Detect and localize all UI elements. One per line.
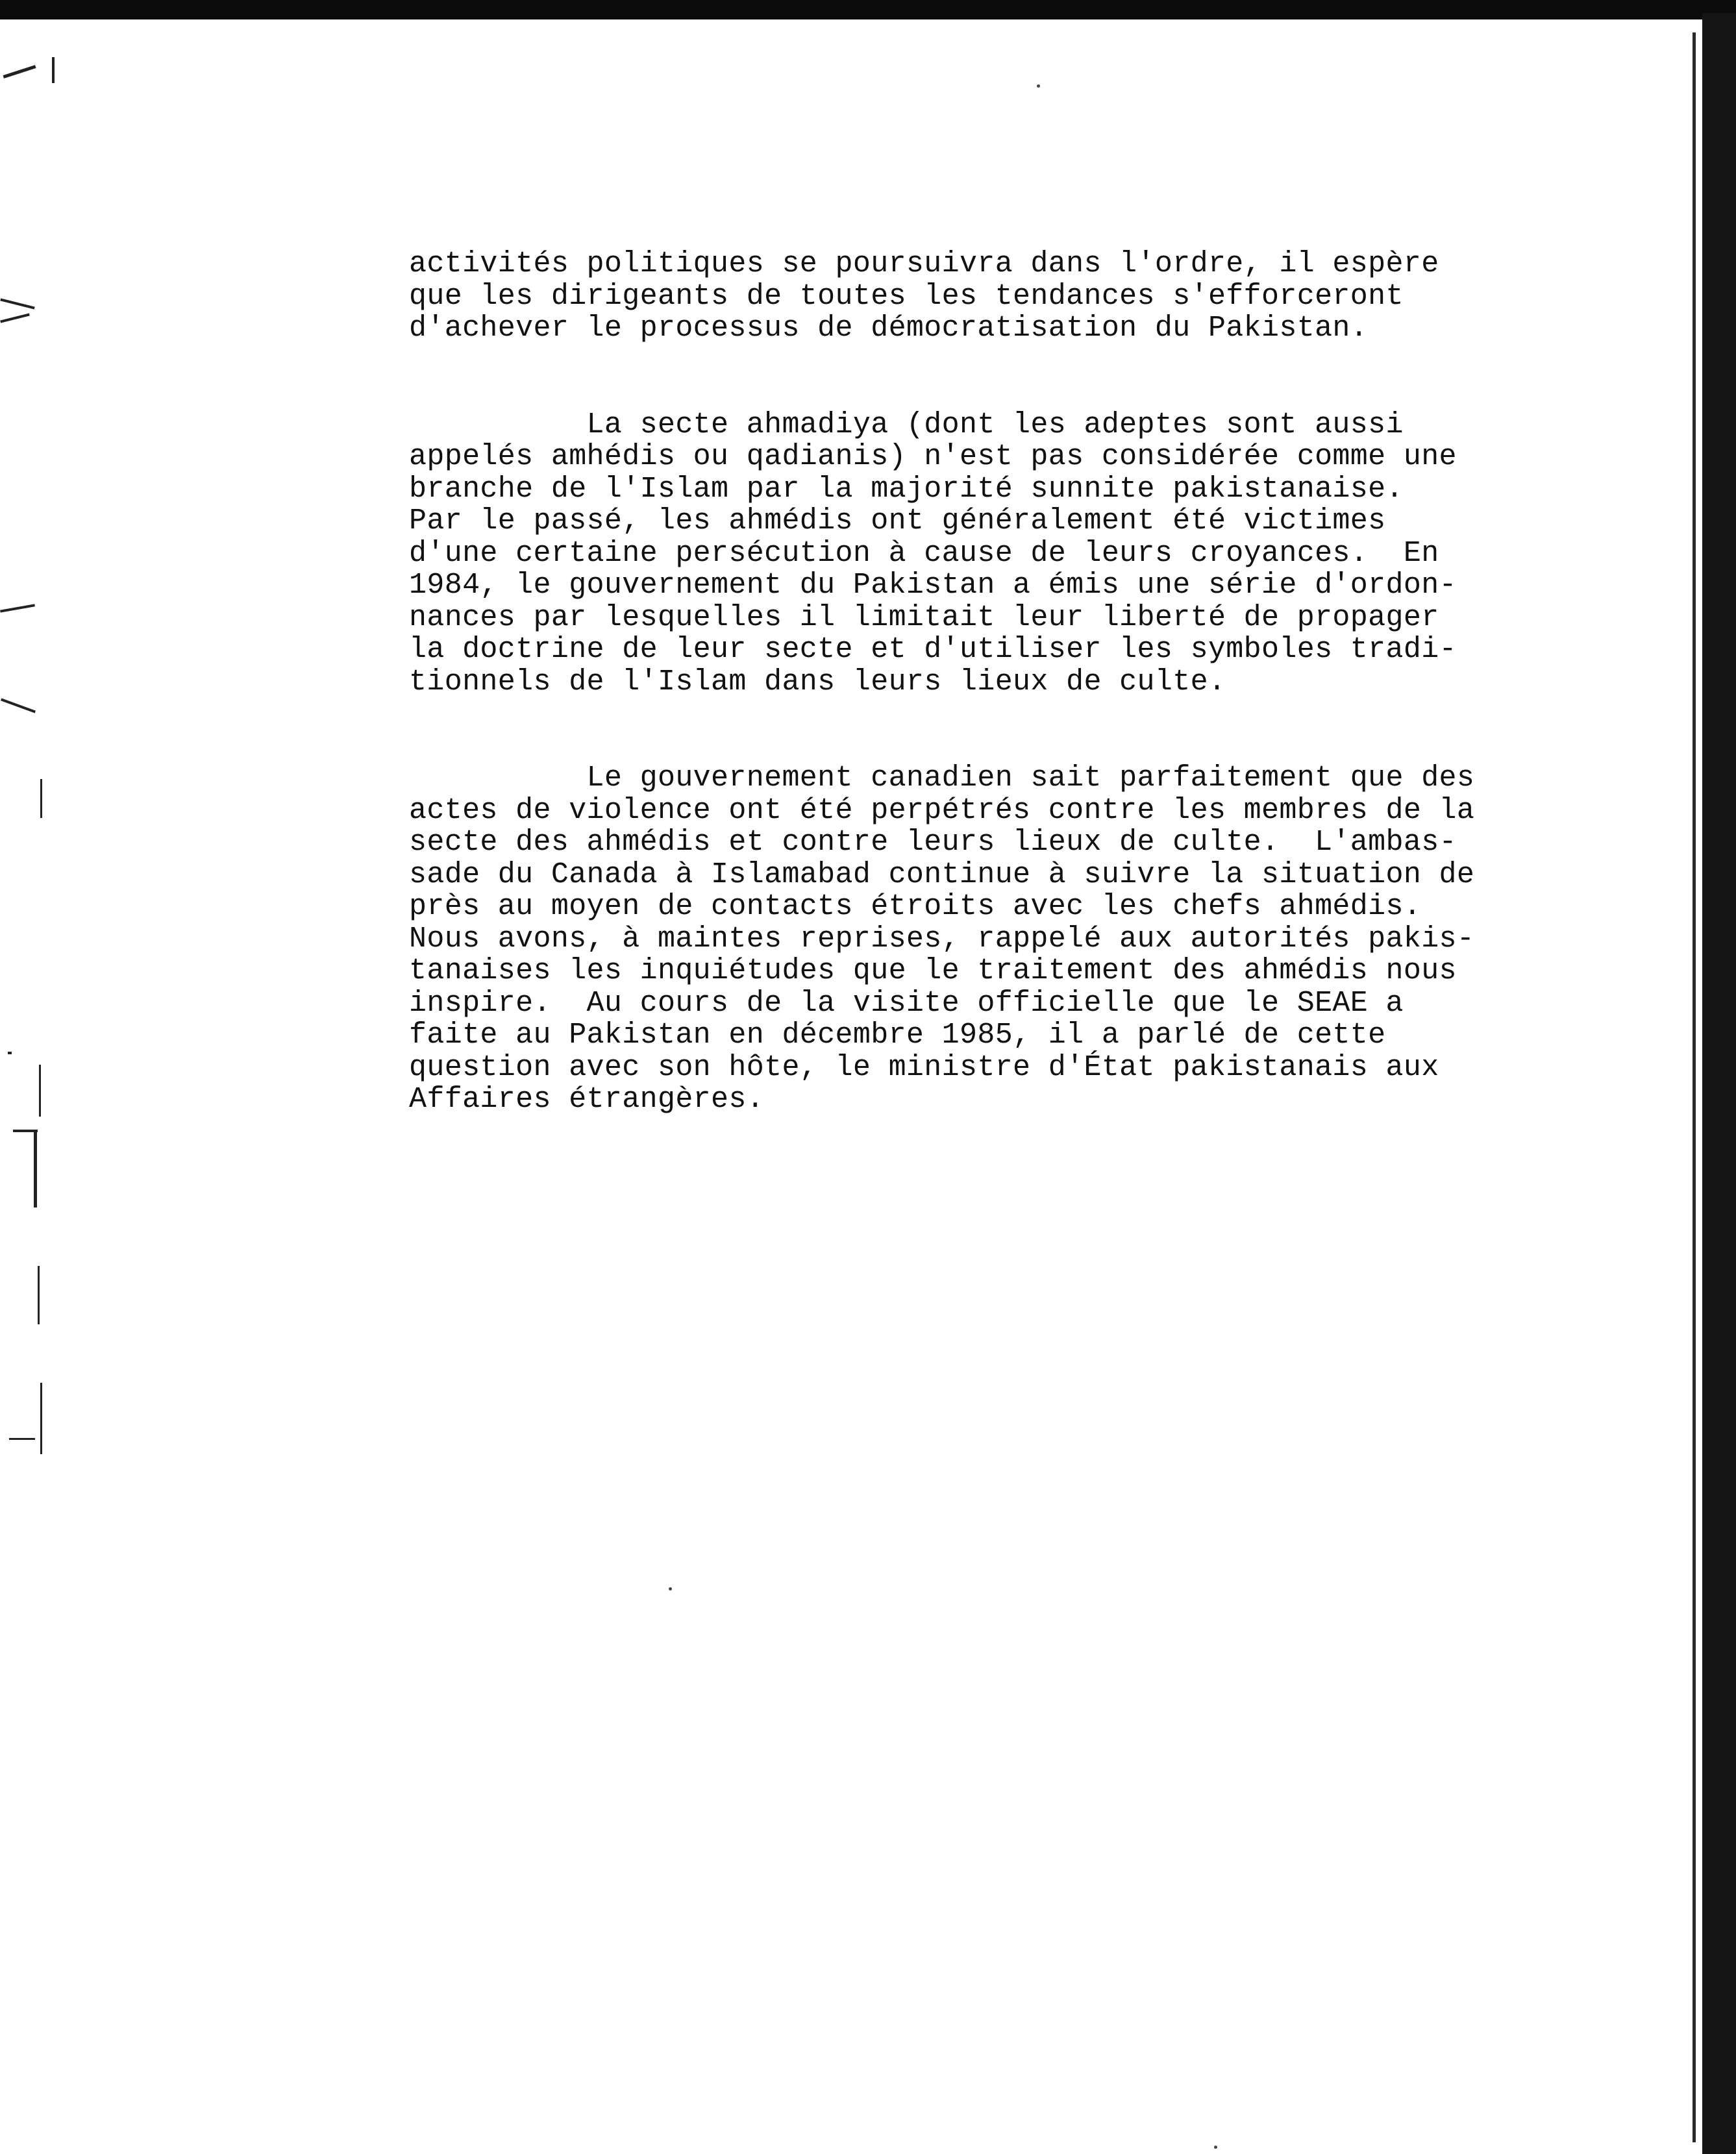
scan-top-border — [0, 0, 1736, 19]
text-line: appelés amhédis ou qadianis) n'est pas considérée comme une — [409, 440, 1457, 473]
text-line: Nous avons, à maintes reprises, rappelé aux autorités pakis- — [409, 922, 1475, 956]
text-line: nances par lesquelles il limitait leur liberté de propager — [409, 600, 1439, 634]
text-line: près au moyen de contacts étroits avec les chefs ahmédis. — [409, 890, 1422, 923]
text-line: faite au Pakistan en décembre 1985, il a parlé de cette — [409, 1019, 1386, 1052]
paragraph-secte-ahmadiya — [409, 409, 1571, 699]
text-line: tionnels de l'Islam dans leurs lieux de culte. — [409, 665, 1226, 699]
paragraph-gouvernement-canadien — [409, 762, 1571, 1116]
text-line: d'une certaine persécution à cause de leurs croyances. En — [409, 536, 1439, 570]
text-line: inspire. Au cours de la visite officielle que le SEAE a — [409, 986, 1404, 1020]
text-line: Par le passé, les ahmédis ont généralement été victimes — [409, 504, 1386, 538]
text-line: actes de violence ont été perpétrés contre les membres de la — [409, 793, 1475, 827]
scan-right-border — [1702, 13, 1736, 2154]
text-line: question avec son hôte, le ministre d'État pakistanais aux — [409, 1050, 1439, 1084]
text-line: Le gouvernement canadien sait parfaitement que des — [409, 761, 1475, 795]
paragraph-democratisation — [409, 248, 1571, 345]
text-line: la doctrine de leur secte et d'utiliser les symboles tradi- — [409, 633, 1457, 666]
text-line: tanaises les inquiétudes que le traitement des ahmédis nous — [409, 954, 1457, 987]
scan-speck — [669, 1587, 672, 1591]
text-line: secte des ahmédis et contre leurs lieux de culte. L'ambas- — [409, 826, 1457, 859]
scan-left-margin-marks — [0, 0, 58, 2154]
text-line: Affaires étrangères. — [409, 1083, 765, 1116]
document-body — [409, 248, 1571, 1116]
scan-right-line — [1693, 32, 1696, 2142]
scan-speck — [1037, 84, 1040, 88]
text-line: d'achever le processus de démocratisation du Pakistan. — [409, 312, 1369, 345]
text-line: que les dirigeants de toutes les tendances s'efforceront — [409, 279, 1404, 313]
text-line: activités politiques se poursuivra dans l'ordre, il espère — [409, 247, 1439, 280]
text-line: branche de l'Islam par la majorité sunnite pakistanaise. — [409, 472, 1404, 506]
text-line: La secte ahmadiya (dont les adeptes sont aussi — [409, 408, 1404, 441]
text-line: sade du Canada à Islamabad continue à suivre la situation de — [409, 858, 1475, 891]
text-line: 1984, le gouvernement du Pakistan a émis une série d'ordon- — [409, 569, 1457, 602]
scan-speck — [1214, 2146, 1217, 2149]
